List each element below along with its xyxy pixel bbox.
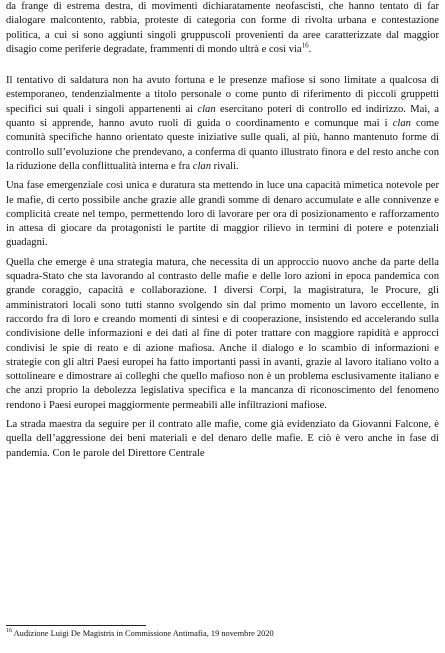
italic-term: clan xyxy=(197,103,216,115)
paragraph xyxy=(6,418,439,461)
paragraph xyxy=(6,256,439,413)
text-run: come comunità specifiche hanno orientato queste iniziative sulle quali, al più, hanno mantenuto forme di controllo sull’evoluzione che prendevano, a conferma di quanto illustrato finora e del resto anche con la riduzione della conflittualità interna e fra xyxy=(6,118,439,172)
italic-term: clan xyxy=(392,118,411,130)
footnote-number: 16 xyxy=(6,628,12,635)
text-run: rivali. xyxy=(211,160,239,172)
footnote-area xyxy=(6,625,439,639)
footnote-reference: 16 xyxy=(301,41,309,50)
footnote-separator xyxy=(6,625,146,626)
italic-term: clan xyxy=(192,160,212,172)
text-run: Una fase emergenziale così unica e duratura sta mettendo in luce una capacità mimetica notevole per le mafie, di certo possibile anche grazie alle grandi somme di denaro accumulate e alle connivenze e complicità create nel tempo, permettendo loro di lavorare per ora di posizionamento e rafforzamento in attesa di giocare da protagonisti le partite di maggior rilievo in termini di potere e potenziali guadagni. xyxy=(6,180,439,249)
paragraph xyxy=(6,0,439,57)
text-run: esercitano poteri di controllo ed indirizzo. Mai, a quanto si apprende, hanno avuto ruoli di guida o coordinamento e comunque mai i xyxy=(6,103,439,130)
footnote-text: Audizione Luigi De Magistris in Commissione Antimafia, 19 novembre 2020 xyxy=(12,629,274,638)
paragraph xyxy=(6,179,439,250)
footnote xyxy=(6,629,439,639)
text-run: da frange di estrema destra, di movimenti dichiaratamente neofascisti, che hanno tentato di far dialogare malcontento, rabbia, proteste di categoria con forme di rivolta urbana e contestazione politica, a cui si sono aggiunti singoli gruppuscoli provenienti da aree caratterizzate dal maggior disagio come periferie degradate, frammenti di mondo ultrà e così via xyxy=(6,1,439,55)
paragraph xyxy=(6,74,439,174)
text-run: Il tentativo di saldatura non ha avuto fortuna e le presenze mafiose si sono limitate a qualcosa di estemporaneo, tendenzialmente a titolo personale o come punto di riferimento di piccoli gruppetti specifici sui quali i singoli appartenenti ai xyxy=(6,75,439,115)
body-text xyxy=(6,0,439,461)
text-run: . xyxy=(308,43,312,55)
text-run: Quella che emerge è una strategia matura, che necessita di un approccio nuovo anche da parte della squadra-Stato che sta lavorando al contrasto delle mafie e delle loro azioni in epoca pandemica con grande coraggio, capacità e collaborazione. I diversi Corpi, la magistratura, le Procure, gli amministratori locali sono tutti stanno svolgendo sin dal primo momento un lavoro eccellente, in raccordo fra di loro e creando momenti di sintesi e di cooperazione, insistendo ed accelerando sulla condivisione delle informazioni e dei dati al fine di poter trattare con maggiore rapidità e approcci condivisi le spie di reato e di azione mafiosa. Anche il dialogo e lo scambio di informazioni e strategie con gli altri Paesi europei ha fatto importanti passi in avanti, grazie al lavoro italiano volto a sottolineare e dimostrare ai colleghi che quello mafioso non è un problema esclusivamente italiano e che anzi proprio la debolezza legislativa specifica e la mancanza di riconoscimento del fenomeno rendono i Paesi europei maggiormente permeabili alle infiltrazioni mafiose. xyxy=(6,256,439,411)
text-run: La strada maestra da seguire per il contrato alle mafie, come già evidenziato da Giovanni Falcone, è quella dell’aggressione dei beni materiali e del denaro delle mafie. E ciò è vero anche in fase di pandemia. Con le parole del Direttore Centrale xyxy=(6,419,439,459)
